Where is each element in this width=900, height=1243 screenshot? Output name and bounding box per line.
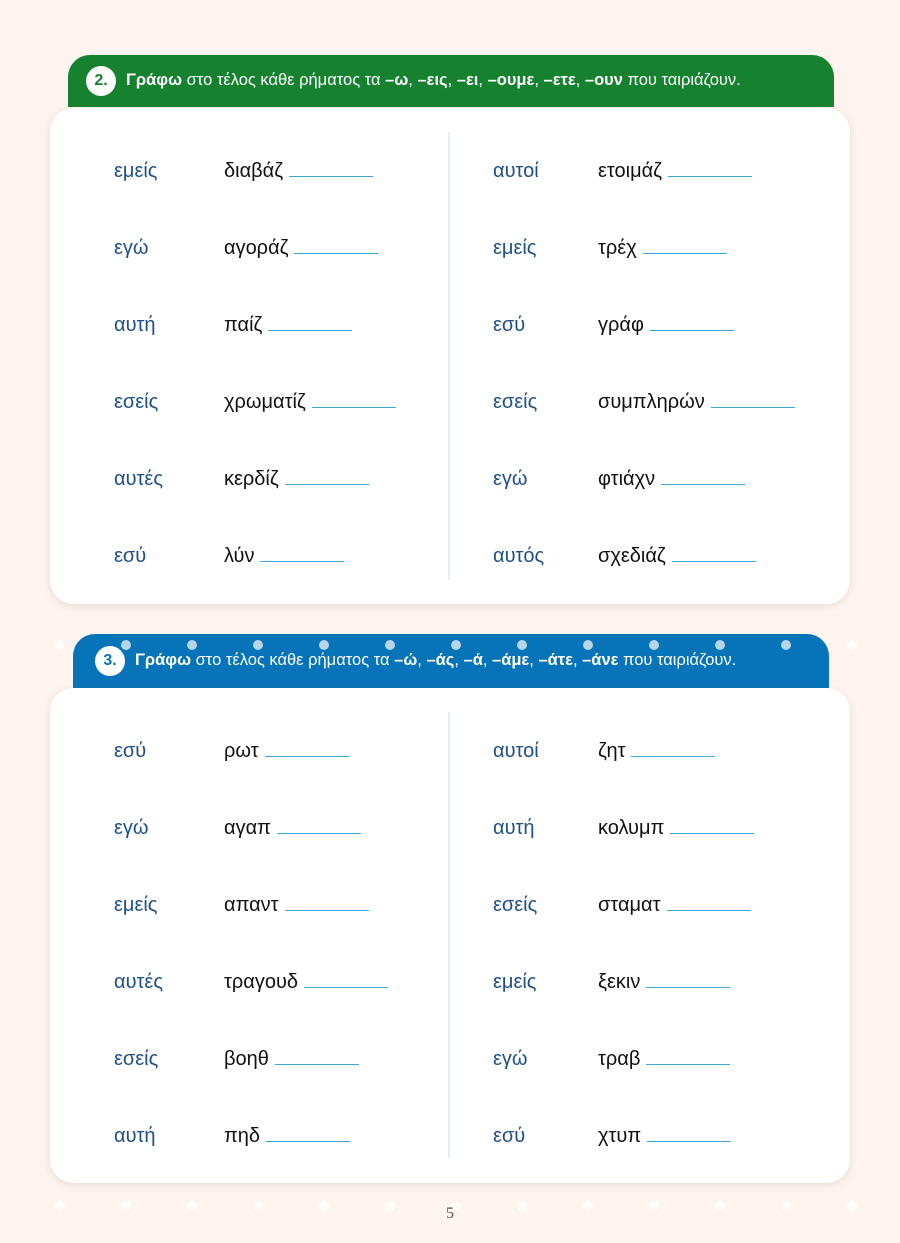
exercise-row: [50, 306, 850, 336]
verb-stem-text: συμπληρών: [598, 391, 705, 413]
verb-stem-text: σταματ: [598, 894, 661, 916]
verb-stem-text: διαβάζ: [224, 160, 284, 182]
ending: –ει: [456, 70, 479, 89]
verb-stem-text: ετοιμάζ: [598, 160, 663, 182]
answer-blank[interactable]: [646, 987, 730, 988]
ending: –ω: [385, 70, 409, 89]
pronoun: εσύ: [493, 314, 526, 336]
pronoun: αυτές: [114, 971, 163, 993]
verb-stem-text: παίζ: [224, 314, 263, 336]
ending: –άτε: [538, 650, 573, 669]
decorative-dot: [781, 640, 791, 650]
decorative-dot: [319, 640, 329, 650]
pronoun: εσύ: [114, 740, 147, 762]
verb-stem-text: ρωτ: [224, 740, 259, 762]
pronoun: αυτή: [493, 817, 535, 839]
decorative-dot: [385, 640, 395, 650]
verb-stem-text: ξεκιν: [598, 971, 641, 993]
pronoun: εγώ: [114, 237, 149, 259]
ending: –άνε: [582, 650, 619, 669]
verb-stem: [598, 545, 756, 567]
ending: –ά: [463, 650, 483, 669]
answer-blank[interactable]: [631, 756, 715, 757]
answer-blank[interactable]: [650, 330, 734, 331]
exercise-3-card: [50, 688, 850, 1183]
exercise-row: [50, 809, 850, 839]
verb-stem-text: αγαπ: [224, 817, 271, 839]
pronoun: αυτή: [114, 1125, 156, 1147]
verb-stem-text: φτιάχν: [598, 468, 656, 490]
verb-stem-text: ζητ: [598, 740, 626, 762]
exercise-2-instruction: [126, 71, 741, 90]
answer-blank[interactable]: [646, 1064, 730, 1065]
exercise-row: [50, 886, 850, 916]
ending-separator: ,: [417, 650, 427, 669]
ending-separator: ,: [408, 70, 418, 89]
verb-stem: [598, 740, 715, 762]
ending: –ώ: [394, 650, 418, 669]
decorative-dot: [253, 640, 263, 650]
pronoun: εσείς: [114, 1048, 159, 1070]
pronoun: εσύ: [114, 545, 147, 567]
pronoun: εμείς: [493, 971, 537, 993]
pronoun: αυτοί: [493, 160, 539, 182]
exercise-3-number: 3.: [95, 646, 125, 676]
answer-blank[interactable]: [711, 407, 795, 408]
pronoun: εσείς: [114, 391, 159, 413]
ending: –άς: [426, 650, 455, 669]
answer-blank[interactable]: [670, 833, 754, 834]
instruction-text: που ταιριάζουν.: [622, 70, 741, 89]
column-divider: [448, 132, 450, 580]
pronoun: εσύ: [493, 1125, 526, 1147]
ending-separator: ,: [572, 650, 583, 669]
exercise-row: [50, 537, 850, 567]
pronoun: εμείς: [114, 160, 158, 182]
pronoun: εσείς: [493, 894, 538, 916]
verb-stem: [598, 971, 730, 993]
page-number: 5: [446, 1205, 454, 1222]
ending: –ουμε: [487, 70, 535, 89]
verb-stem: [598, 1048, 730, 1070]
pronoun: αυτή: [114, 314, 156, 336]
exercise-row: [50, 1040, 850, 1070]
exercise-row: [50, 152, 850, 182]
verb-stem-text: απαντ: [224, 894, 279, 916]
exercise-row: [50, 229, 850, 259]
verb-stem: [598, 314, 734, 336]
exercise-2-number: 2.: [86, 66, 116, 96]
decorative-dot: [847, 640, 857, 650]
verb-stem-text: γράφ: [598, 314, 644, 336]
verb-stem-text: βοηθ: [224, 1048, 269, 1070]
pronoun: εγώ: [493, 1048, 528, 1070]
decorative-dot: [583, 640, 593, 650]
pronoun: εσείς: [493, 391, 538, 413]
instruction-text: στο τέλος κάθε ρήματος τα: [182, 70, 386, 89]
instruction-text: που ταιριάζουν.: [618, 650, 737, 669]
answer-blank[interactable]: [643, 253, 727, 254]
exercise-row: [50, 963, 850, 993]
exercise-row: [50, 383, 850, 413]
pronoun: εμείς: [114, 894, 158, 916]
instruction-text: στο τέλος κάθε ρήματος τα: [191, 650, 395, 669]
verb-stem-text: τραγουδ: [224, 971, 299, 993]
exercise-2-card: [50, 108, 850, 604]
ending: –εις: [417, 70, 448, 89]
exercise-2-header: [68, 55, 834, 107]
decorative-dot: [517, 640, 527, 650]
instruction-verb: Γράφω: [126, 70, 183, 89]
pronoun: εμείς: [493, 237, 537, 259]
pronoun: εγώ: [493, 468, 528, 490]
ending-separator: ,: [482, 650, 493, 669]
ending-separator: ,: [447, 70, 457, 89]
answer-blank[interactable]: [647, 1141, 731, 1142]
verb-stem-text: τραβ: [598, 1048, 641, 1070]
decorative-dot: [649, 640, 659, 650]
ending: –άμε: [492, 650, 530, 669]
answer-blank[interactable]: [668, 176, 752, 177]
answer-blank[interactable]: [672, 561, 756, 562]
pronoun: εγώ: [114, 817, 149, 839]
verb-stem: [598, 160, 752, 182]
verb-stem-text: κολυμπ: [598, 817, 665, 839]
verb-stem-text: κερδίζ: [224, 468, 279, 490]
answer-blank[interactable]: [661, 484, 745, 485]
decorative-dots: [0, 635, 900, 655]
ending: –ετε: [543, 70, 576, 89]
answer-blank[interactable]: [667, 910, 751, 911]
verb-stem-text: πηδ: [224, 1125, 261, 1147]
verb-stem: [598, 817, 754, 839]
pronoun: αυτές: [114, 468, 163, 490]
ending-separator: ,: [575, 70, 585, 89]
decorative-dot: [715, 640, 725, 650]
exercise-row: [50, 1117, 850, 1147]
verb-stem: [598, 1125, 731, 1147]
verb-stem-text: χτυπ: [598, 1125, 642, 1147]
verb-stem-text: αγοράζ: [224, 237, 289, 259]
pronoun: αυτός: [493, 545, 545, 567]
decorative-dot: [55, 640, 65, 650]
instruction-verb: Γράφω: [135, 650, 192, 669]
verb-stem: [598, 468, 745, 490]
ending: –ουν: [584, 70, 623, 89]
ending-separator: ,: [478, 70, 488, 89]
decorative-dot: [187, 640, 197, 650]
verb-stem-text: λύν: [224, 545, 255, 567]
decorative-dot: [451, 640, 461, 650]
verb-stem: [598, 237, 727, 259]
column-divider: [448, 712, 450, 1158]
verb-stem: [598, 391, 795, 413]
ending-separator: ,: [454, 650, 464, 669]
verb-stem-text: τρέχ: [598, 237, 637, 259]
exercise-row: [50, 460, 850, 490]
exercise-row: [50, 732, 850, 762]
verb-stem-text: χρωματίζ: [224, 391, 306, 413]
ending-separator: ,: [529, 650, 539, 669]
verb-stem: [598, 894, 751, 916]
decorative-dot: [121, 640, 131, 650]
verb-stem-text: σχεδιάζ: [598, 545, 666, 567]
pronoun: αυτοί: [493, 740, 539, 762]
ending-separator: ,: [534, 70, 544, 89]
